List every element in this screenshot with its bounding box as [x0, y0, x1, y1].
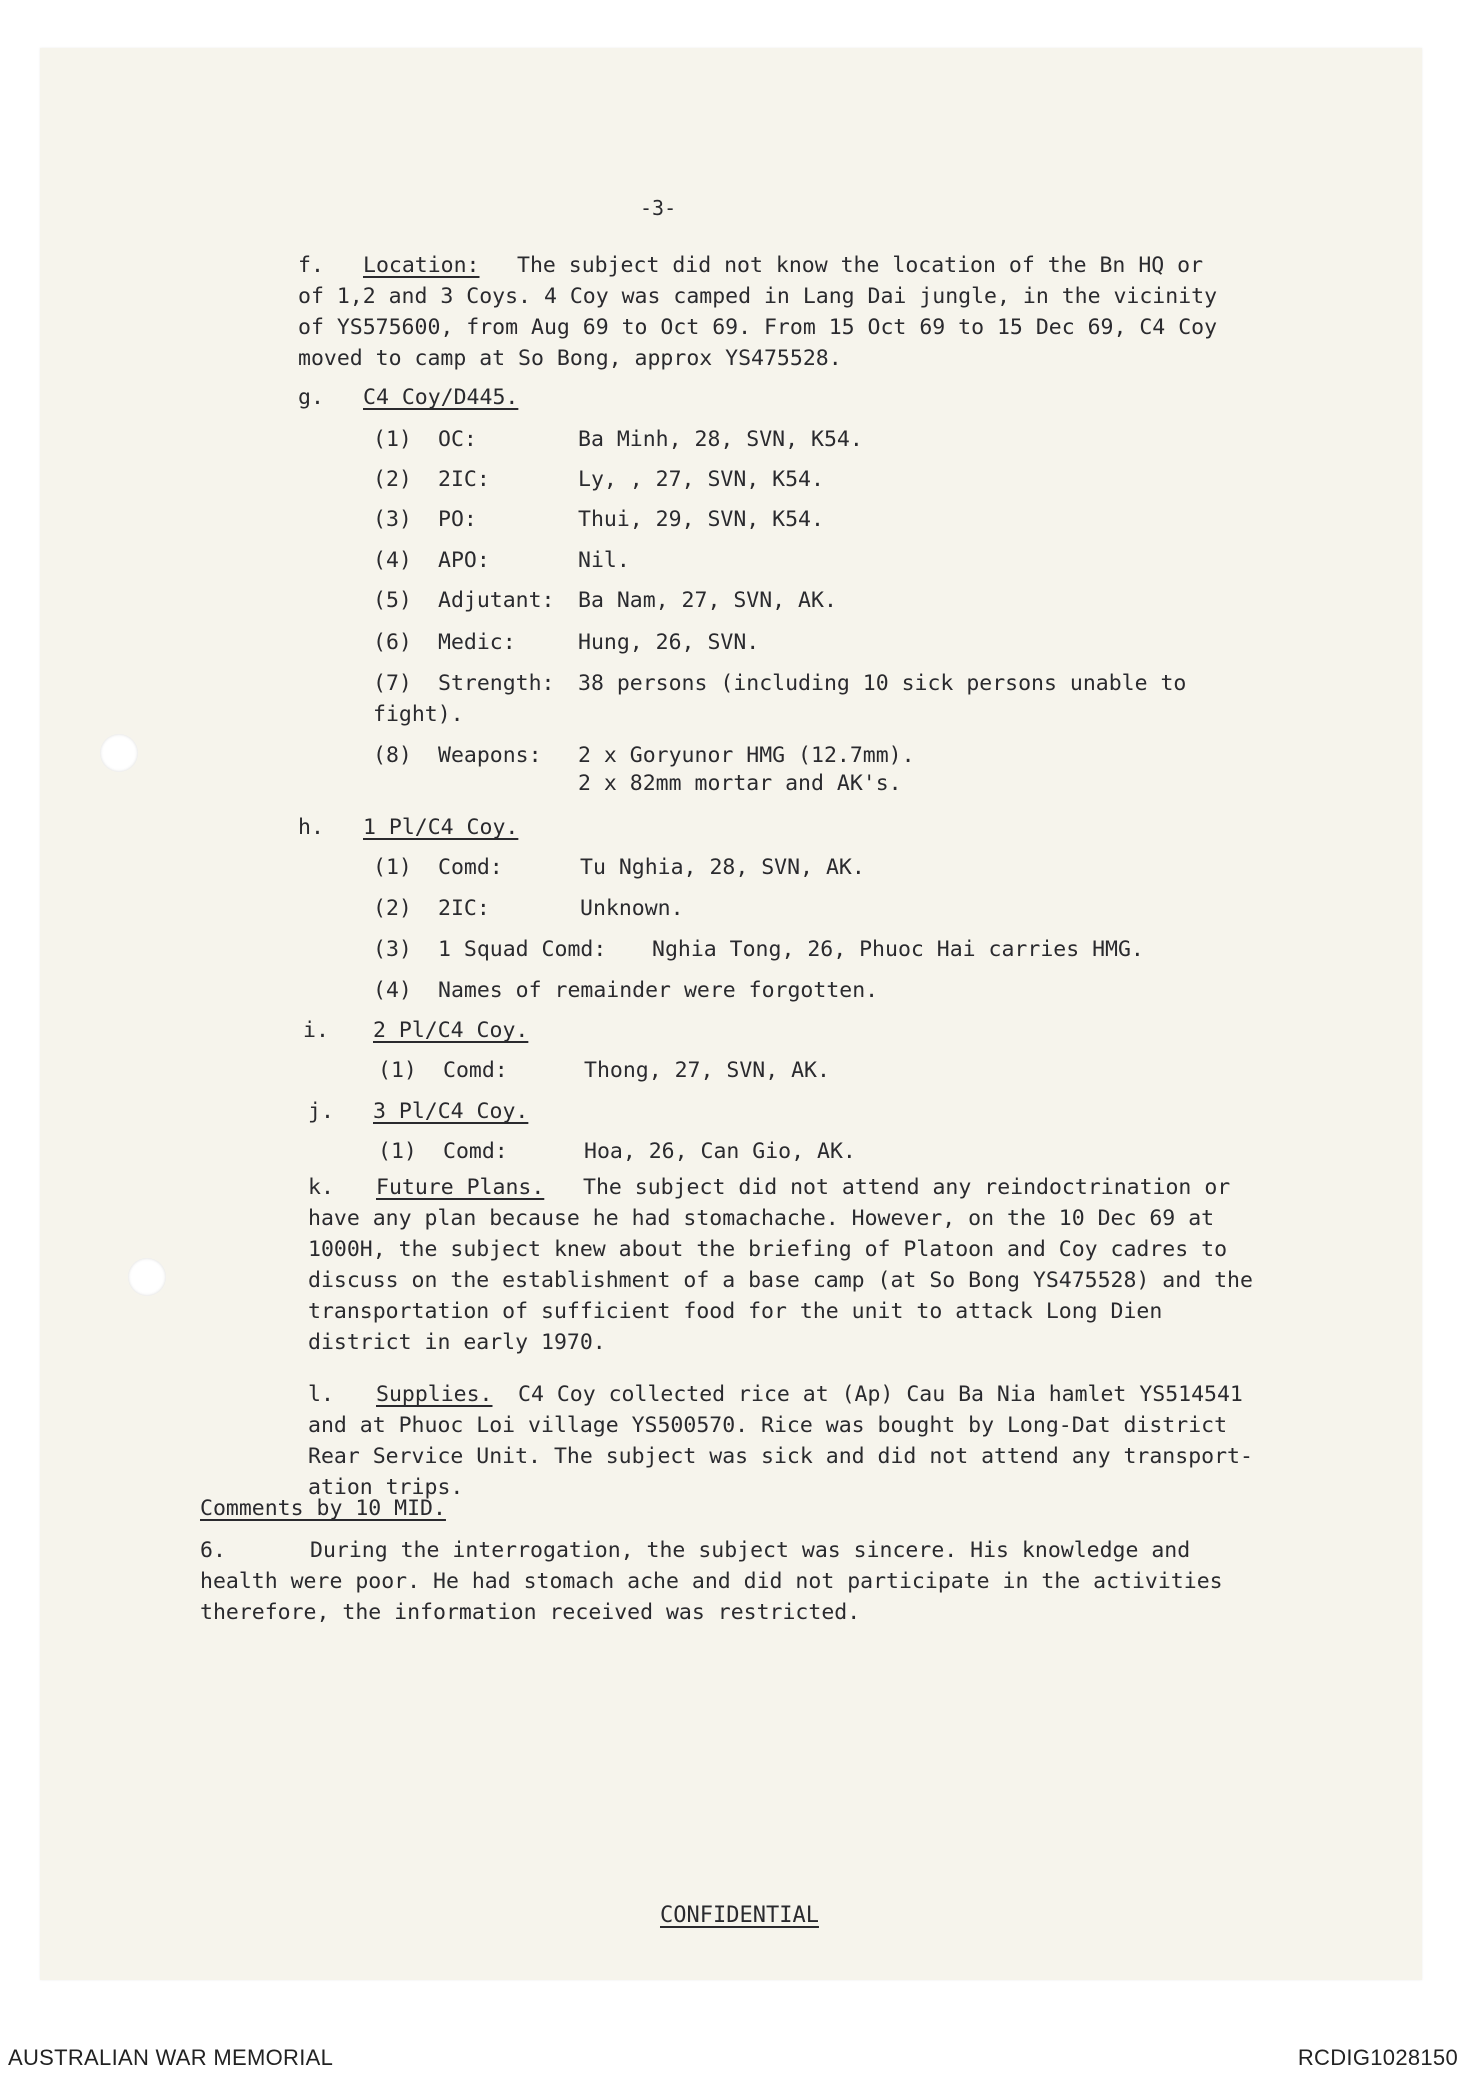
section-f-line-3: of YS575600, from Aug 69 to Oct 69. From 15 Oct 69 to 15 Dec 69, C4 Coy: [298, 315, 1218, 340]
section-i-letter: i.: [303, 1018, 329, 1043]
section-g-item-num: (6): [373, 630, 412, 655]
section-g-item-value: Thui, 29, SVN, K54.: [578, 507, 824, 532]
section-h-item-num: (1): [373, 855, 412, 880]
section-h-item-label: 1 Squad Comd:: [438, 937, 607, 962]
section-k-line-6: district in early 1970.: [308, 1330, 606, 1355]
section-l-line-3: Rear Service Unit. The subject was sick and did not attend any transport-: [308, 1444, 1253, 1469]
section-g-heading: C4 Coy/D445.: [363, 385, 519, 410]
section-l-line-1: C4 Coy collected rice at (Ap) Cau Ba Nia hamlet YS514541: [518, 1382, 1243, 1407]
section-h-item-value: Names of remainder were forgotten.: [438, 978, 879, 1003]
section-g-item-value: Nil.: [578, 548, 630, 573]
section-h-item-num: (4): [373, 978, 412, 1003]
section-h-item-value: Tu Nghia, 28, SVN, AK.: [580, 855, 865, 880]
section-g-item-num: (2): [373, 467, 412, 492]
section-l-line-2: and at Phuoc Loi village YS500570. Rice was bought by Long-Dat district: [308, 1413, 1228, 1438]
section-g-item-value: Ly, , 27, SVN, K54.: [578, 467, 824, 492]
section-h-item-num: (2): [373, 896, 412, 921]
section-g-item-label: Medic:: [438, 630, 516, 655]
section-h-item-value: Nghia Tong, 26, Phuoc Hai carries HMG.: [652, 937, 1144, 962]
section-l-heading: Supplies.: [376, 1382, 493, 1407]
comments-number: 6.: [200, 1538, 226, 1563]
section-i-heading: 2 Pl/C4 Coy.: [373, 1018, 529, 1043]
page-number: -3-: [640, 196, 677, 220]
section-g-item-value: 2 x Goryunor HMG (12.7mm).: [578, 743, 915, 768]
section-k-letter: k.: [308, 1175, 334, 1200]
section-j-heading: 3 Pl/C4 Coy.: [373, 1099, 529, 1124]
section-g-item-value-cont: 2 x 82mm mortar and AK's.: [578, 771, 902, 796]
section-i-item-value: Thong, 27, SVN, AK.: [584, 1058, 830, 1083]
section-f-letter: f.: [298, 253, 324, 278]
section-j-item-label: Comd:: [443, 1139, 508, 1164]
section-h-item-label: Comd:: [438, 855, 503, 880]
comments-line-2: health were poor. He had stomach ache and did not participate in the activities: [200, 1569, 1223, 1594]
footer-archive-name: AUSTRALIAN WAR MEMORIAL: [8, 2045, 334, 2070]
section-h-item-num: (3): [373, 937, 412, 962]
section-f-line-1: The subject did not know the location of the Bn HQ or: [517, 253, 1204, 278]
section-g-item-value: Ba Nam, 27, SVN, AK.: [578, 588, 837, 613]
section-g-letter: g.: [298, 385, 324, 410]
classification-marking: CONFIDENTIAL: [660, 1903, 819, 1928]
section-i-item-label: Comd:: [443, 1058, 508, 1083]
section-l-line-4: ation trips.: [308, 1475, 464, 1500]
punch-hole-bottom: [128, 1258, 166, 1296]
section-g-item-num: (8): [373, 743, 412, 768]
section-h-item-label: 2IC:: [438, 896, 490, 921]
section-j-item-num: (1): [378, 1139, 417, 1164]
section-f-line-4: moved to camp at So Bong, approx YS475528.: [298, 346, 842, 371]
section-g-item-value: Ba Minh, 28, SVN, K54.: [578, 427, 863, 452]
section-k-line-4: discuss on the establishment of a base camp (at So Bong YS475528) and the: [308, 1268, 1253, 1293]
section-g-item-label: APO:: [438, 548, 490, 573]
section-g-item-label: Weapons:: [438, 743, 542, 768]
section-i-item-num: (1): [378, 1058, 417, 1083]
section-l-letter: l.: [308, 1382, 334, 1407]
punch-hole-top: [100, 734, 138, 772]
section-h-item-value: Unknown.: [580, 896, 684, 921]
section-g-item-num: (4): [373, 548, 412, 573]
comments-line-1: During the interrogation, the subject was sincere. His knowledge and: [310, 1538, 1191, 1563]
section-j-item-value: Hoa, 26, Can Gio, AK.: [584, 1139, 856, 1164]
section-g-item-value-cont: fight).: [373, 702, 464, 727]
section-k-line-3: 1000H, the subject knew about the briefing of Platoon and Coy cadres to: [308, 1237, 1228, 1262]
section-g-item-label: OC:: [438, 427, 477, 452]
section-k-heading: Future Plans.: [376, 1175, 545, 1200]
section-k-line-5: transportation of sufficient food for the unit to attack Long Dien: [308, 1299, 1163, 1324]
section-g-item-label: 2IC:: [438, 467, 490, 492]
section-g-item-value: Hung, 26, SVN.: [578, 630, 760, 655]
footer-record-id: RCDIG1028150: [1297, 2045, 1458, 2070]
section-g-item-num: (7): [373, 671, 412, 696]
section-g-item-num: (3): [373, 507, 412, 532]
comments-heading: Comments by 10 MID.: [200, 1496, 446, 1521]
section-k-line-2: have any plan because he had stomachache. However, on the 10 Dec 69 at: [308, 1206, 1215, 1231]
section-g-item-label: Adjutant:: [438, 588, 555, 613]
section-h-heading: 1 Pl/C4 Coy.: [363, 815, 519, 840]
comments-line-3: therefore, the information received was restricted.: [200, 1600, 861, 1625]
section-f-heading: Location:: [363, 253, 480, 278]
section-k-line-1: The subject did not attend any reindoctrination or: [583, 1175, 1231, 1200]
section-h-letter: h.: [298, 815, 324, 840]
section-j-letter: j.: [308, 1099, 334, 1124]
section-g-item-num: (5): [373, 588, 412, 613]
section-g-item-value: 38 persons (including 10 sick persons unable to: [578, 671, 1187, 696]
section-g-item-num: (1): [373, 427, 412, 452]
section-f-line-2: of 1,2 and 3 Coys. 4 Coy was camped in Lang Dai jungle, in the vicinity: [298, 284, 1218, 309]
section-g-item-label: PO:: [438, 507, 477, 532]
section-g-item-label: Strength:: [438, 671, 555, 696]
